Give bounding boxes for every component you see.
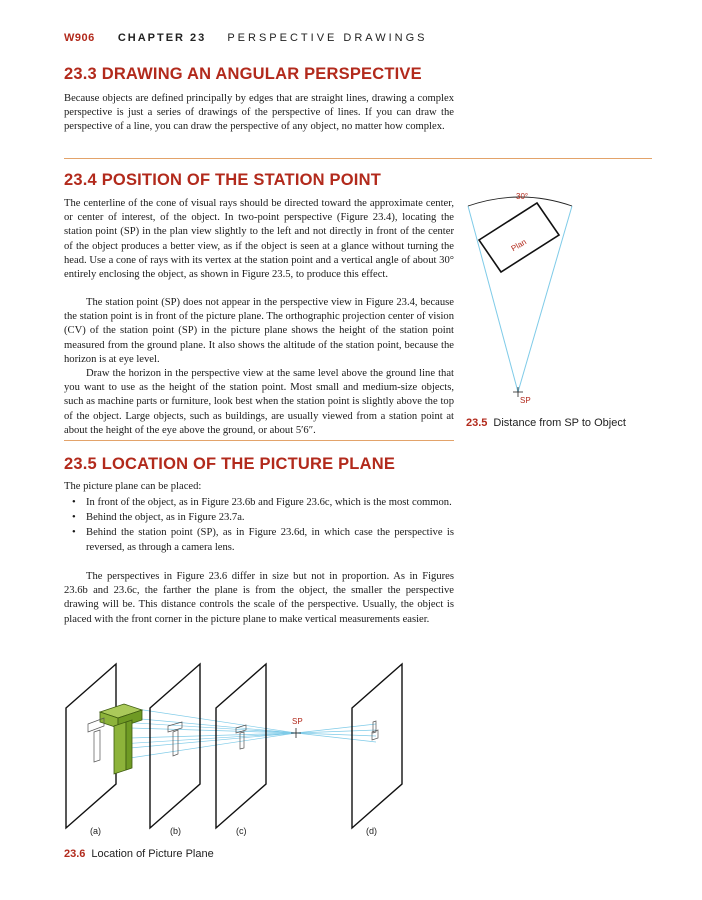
figure-23-6-number: 23.6 bbox=[64, 848, 86, 860]
figure-23-6-caption-text: Location of Picture Plane bbox=[91, 848, 214, 860]
plan-label: Plan bbox=[509, 237, 528, 254]
page-number: W906 bbox=[64, 32, 95, 44]
section-23-4-paragraph-2: The station point (SP) does not appear in the perspective view in Figure 23.4, because the station point is in front of the picture plane. The orthographic projection center of vision (CV) of the station point (SP) in the picture plane shows the height of the station point measured from the ground plane. It also shows the altitude of the station point, because the horizon is at eye level. bbox=[64, 297, 454, 365]
figure-23-6-caption bbox=[64, 848, 214, 860]
projected-image-a bbox=[88, 718, 104, 762]
sp-label: SP bbox=[520, 396, 531, 405]
picture-plane-d bbox=[352, 664, 402, 828]
angle-label: 30° bbox=[516, 192, 529, 201]
list-item: • Behind the object, as in Figure 23.7a. bbox=[64, 511, 454, 525]
figure-23-5-caption bbox=[466, 417, 626, 429]
section-23-5-intro: The picture plane can be placed: bbox=[64, 481, 202, 492]
section-23-4-paragraph-3: Draw the horizon in the perspective view at the same level above the ground line that you want to use as the height of the station point. Most small and medium-size objects, such as machine parts or furniture, look best when the station point is slightly above the top of the object. Large objects, such as buildings, are usually viewed from a station point at about the height of the eye above the ground, or about 5′6″. bbox=[64, 368, 454, 436]
panel-label-a: (a) bbox=[90, 826, 101, 836]
panel-label-b: (b) bbox=[170, 826, 181, 836]
chapter-number: CHAPTER 23 bbox=[117, 32, 207, 44]
figure-23-5-number: 23.5 bbox=[466, 417, 488, 429]
figure-23-5-caption-text: Distance from SP to Object bbox=[493, 417, 626, 429]
section-title-23-3: 23.3 DRAWING AN ANGULAR PERSPECTIVE bbox=[64, 65, 422, 83]
visual-rays bbox=[120, 708, 376, 758]
figure-23-6 bbox=[60, 660, 420, 830]
running-header bbox=[64, 32, 428, 44]
section-divider bbox=[64, 440, 454, 441]
list-item: • In front of the object, as in Figure 23.6b and Figure 23.6c, which is the most common. bbox=[64, 496, 454, 510]
plan-object bbox=[479, 203, 559, 272]
panel-label-c: (c) bbox=[236, 826, 247, 836]
picture-plane-c bbox=[216, 664, 266, 828]
section-title-23-4: 23.4 POSITION OF THE STATION POINT bbox=[64, 171, 381, 189]
panel-label-d: (d) bbox=[366, 826, 377, 836]
section-23-5-closing: The perspectives in Figure 23.6 differ in size but not in proportion. As in Figures 23.6b and 23.6c, the farther the plane is from the object, the smaller the perspective drawing will be. This distance controls the scale of the perspective. Usually, the object is placed with the front corner in the picture plane to make vertical measurements easier. bbox=[64, 571, 454, 625]
picture-plane-b bbox=[150, 664, 200, 828]
figure-23-5 bbox=[462, 184, 662, 410]
placement-list bbox=[64, 496, 454, 556]
chapter-title: PERSPECTIVE DRAWINGS bbox=[227, 32, 428, 44]
section-title-23-5: 23.5 LOCATION OF THE PICTURE PLANE bbox=[64, 455, 396, 473]
section-23-4-paragraph-1: The centerline of the cone of visual rays should be directed toward the approximate center, or center of interest, of the object. In two-point perspective (Figure 23.4), locating the station point (SP) in the plan view slightly to the left and not directly in front of the center of the object produces a better view, as if the object is seen at a glance without turning the head. Use a cone of rays with its vertex at the station point and a vertical angle of about 30° entirely enclosing the object, as shown in Figure 23.5, to produce this effect. bbox=[64, 198, 454, 281]
sp-label: SP bbox=[292, 717, 303, 726]
t-shaped-object bbox=[100, 704, 142, 774]
list-item: • Behind the station point (SP), as in Figure 23.6d, in which case the perspective is reversed, as through a camera lens. bbox=[64, 526, 454, 554]
section-divider bbox=[64, 158, 652, 159]
section-23-3-paragraph: Because objects are defined principally by edges that are straight lines, drawing a complex perspective is just a series of drawings of the perspective of lines. If you can draw the perspective of a line, you can draw the perspective of any object, no matter how complex. bbox=[64, 93, 454, 133]
picture-plane-a bbox=[66, 664, 116, 828]
